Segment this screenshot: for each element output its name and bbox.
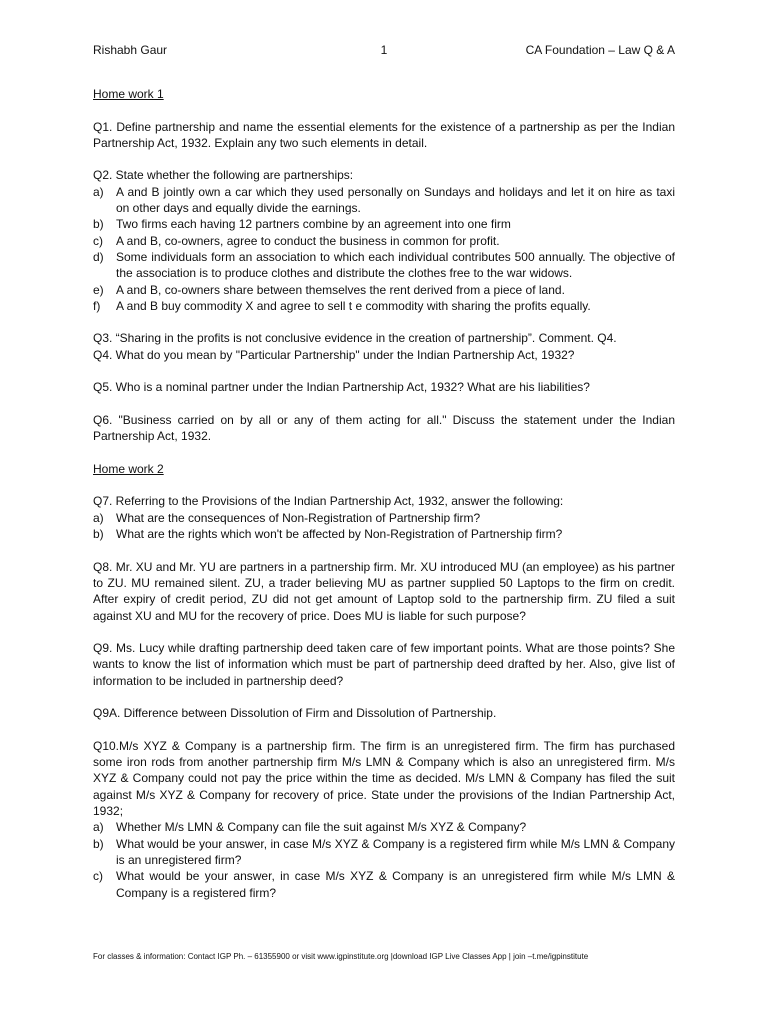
question-7-list [93, 510, 675, 543]
homework-1-heading: Home work 1 [93, 87, 164, 101]
document-body [93, 86, 675, 901]
list-item: d) Some individuals form an association to which each individual contributes 500 annually. The objective of the association is to produce clothes and distribute the clothes free to the war widows. [93, 249, 675, 281]
list-item: f) A and B buy commodity X and agree to sell t e commodity with sharing the profits equally. [93, 298, 591, 313]
question-10-stem: Q10.M/s XYZ & Company is a partnership firm. The firm is an unregistered firm. The firm has purchased some iron rods from another partnership firm M/s LMN & Company which is also an unregistered firm. M/s XYZ & Company could not pay the price within the time as decided. M/s LMN & Company has filed the suit against M/s XYZ & Company for recovery of price. State under the provisions of the Indian Partnership Act, 1932; [93, 738, 675, 819]
question-10-list [93, 819, 675, 900]
header-course: CA Foundation – Law Q & A [525, 43, 675, 57]
document-page [93, 0, 675, 1024]
question-2-stem: Q2. State whether the following are partnerships: [93, 168, 354, 183]
question-2-list [93, 184, 675, 314]
question-7-stem: Q7. Referring to the Provisions of the Indian Partnership Act, 1932, answer the following: [93, 494, 564, 509]
header-author: Rishabh Gaur [93, 43, 168, 57]
list-item: a) What are the consequences of Non-Registration of Partnership firm? [93, 510, 481, 525]
question-10 [93, 738, 675, 901]
question-2 [93, 167, 675, 314]
list-item: b) What would be your answer, in case M/s XYZ & Company is a registered firm while M/s LMN & Company is an unregistered firm? [93, 836, 675, 867]
page-footer: For classes & information: Contact IGP Ph. – 61355900 or visit www.igpinstitute.org |download IGP Live Classes App | join –t.me/igpinstitute [93, 952, 589, 961]
list-item: c) What would be your answer, in case M/s XYZ & Company is an unregistered firm while M/s LMN & Company is a registered firm? [93, 869, 675, 900]
list-item: b) Two firms each having 12 partners combine by an agreement into one firm [93, 217, 511, 232]
question-9a: Q9A. Difference between Dissolution of Firm and Dissolution of Partnership. [93, 706, 497, 721]
question-9: Q9. Ms. Lucy while drafting partnership deed taken care of few important points. What are those points? She wants to know the list of information which must be part of partnership deed drafted by her. Also, give list of information to be included in partnership deed? [93, 641, 675, 688]
question-6: Q6. "Business carried on by all or any of them acting for all." Discuss the statement under the Indian Partnership Act, 1932. [93, 412, 675, 444]
list-item: a) Whether M/s LMN & Company can file the suit against M/s XYZ & Company? [93, 820, 527, 835]
list-item: e) A and B, co-owners share between themselves the rent derived from a piece of land. [93, 282, 565, 297]
question-8: Q8. Mr. XU and Mr. YU are partners in a partnership firm. Mr. XU introduced MU (an employee) as his partner to ZU. MU remained silent. ZU, a trader believing MU as partner supplied 50 Laptops to the firm on credit. After expiry of credit period, ZU did not get amount of Laptop sold to the partnership firm. ZU filed a suit against XU and MU for the recovery of price. Does MU is liable for such purpose? [93, 559, 675, 623]
question-1: Q1. Define partnership and name the essential elements for the existence of a partnership as per the Indian Partnership Act, 1932. Explain any two such elements in detail. [93, 119, 675, 150]
question-3: Q3. “Sharing in the profits is not conclusive evidence in the creation of partnership”. Comment. Q4. [93, 331, 617, 346]
question-7 [93, 493, 675, 542]
question-5: Q5. Who is a nominal partner under the Indian Partnership Act, 1932? What are his liabilities? [93, 380, 590, 395]
question-4: Q4. What do you mean by "Particular Partnership" under the Indian Partnership Act, 1932? [93, 347, 575, 362]
list-item: a) A and B jointly own a car which they used personally on Sundays and holidays and let it on hire as taxi on other days and equally divide the earnings. [93, 184, 675, 216]
header-page-number: 1 [380, 43, 388, 57]
homework-2-heading: Home work 2 [93, 461, 164, 476]
list-item: c) A and B, co-owners, agree to conduct the business in common for profit. [93, 233, 500, 248]
page-header [93, 43, 675, 59]
list-item: b) What are the rights which won't be affected by Non-Registration of Partnership firm? [93, 527, 563, 542]
